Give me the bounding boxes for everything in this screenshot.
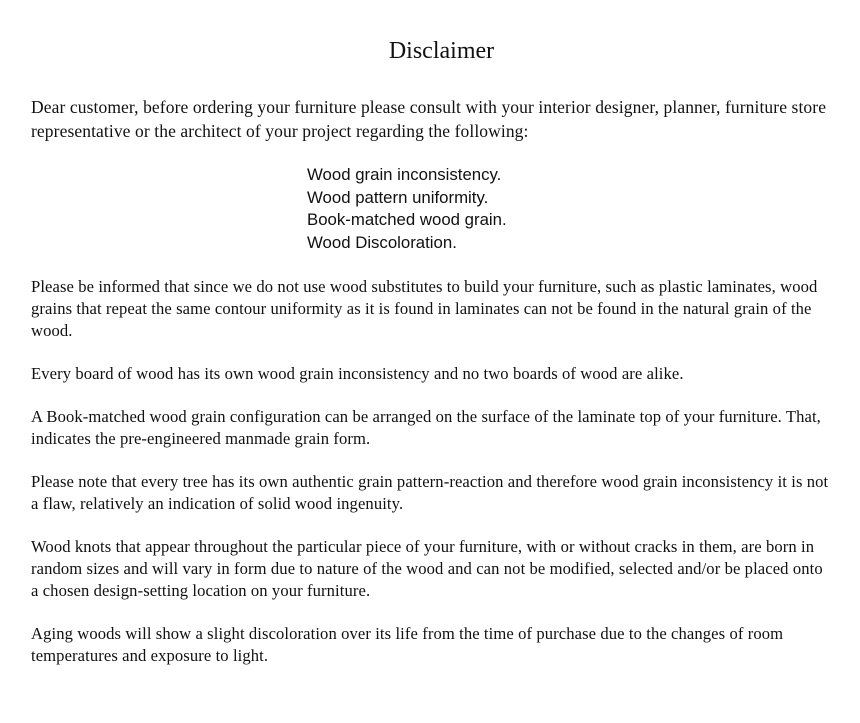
paragraph-board-inconsistency: Every board of wood has its own wood grain inconsistency and no two boards of wood are alike.: [31, 364, 684, 383]
list-item: Book-matched wood grain.: [307, 210, 507, 229]
paragraph-wood-knots: Wood knots that appear throughout the particular piece of your furniture, with or without cracks in them, are born in random sizes and will vary in form due to nature of the wood and can not be modified, selected and/or be placed onto a chosen design-setting location on your furniture.: [31, 537, 823, 600]
paragraph-wood-substitutes: Please be informed that since we do not use wood substitutes to build your furniture, such as plastic laminates, wood grains that repeat the same contour uniformity as it is found in laminates can not be found in the natural grain of the wood.: [31, 277, 818, 340]
topics-list: [307, 164, 830, 254]
paragraph-book-matched: A Book-matched wood grain configuration can be arranged on the surface of the laminate top of your furniture. That, indicates the pre-engineered manmade grain form.: [31, 407, 821, 448]
list-item: Wood Discoloration.: [307, 232, 457, 252]
page-title: Disclaimer: [388, 38, 495, 64]
intro-paragraph: Dear customer, before ordering your furniture please consult with your interior designer, planner, furniture store representative or the architect of your project regarding the following:: [31, 97, 827, 141]
paragraph-aging-discoloration: Aging woods will show a slight discoloration over its life from the time of purchase due to the changes of room temperatures and exposure to light.: [31, 624, 784, 665]
list-item: Wood pattern uniformity.: [307, 187, 489, 207]
list-item: Wood grain inconsistency.: [307, 165, 502, 184]
paragraph-grain-pattern: Please note that every tree has its own authentic grain pattern-reaction and therefore wood grain inconsistency it is not a flaw, relatively an indication of solid wood ingenuity.: [31, 472, 829, 513]
